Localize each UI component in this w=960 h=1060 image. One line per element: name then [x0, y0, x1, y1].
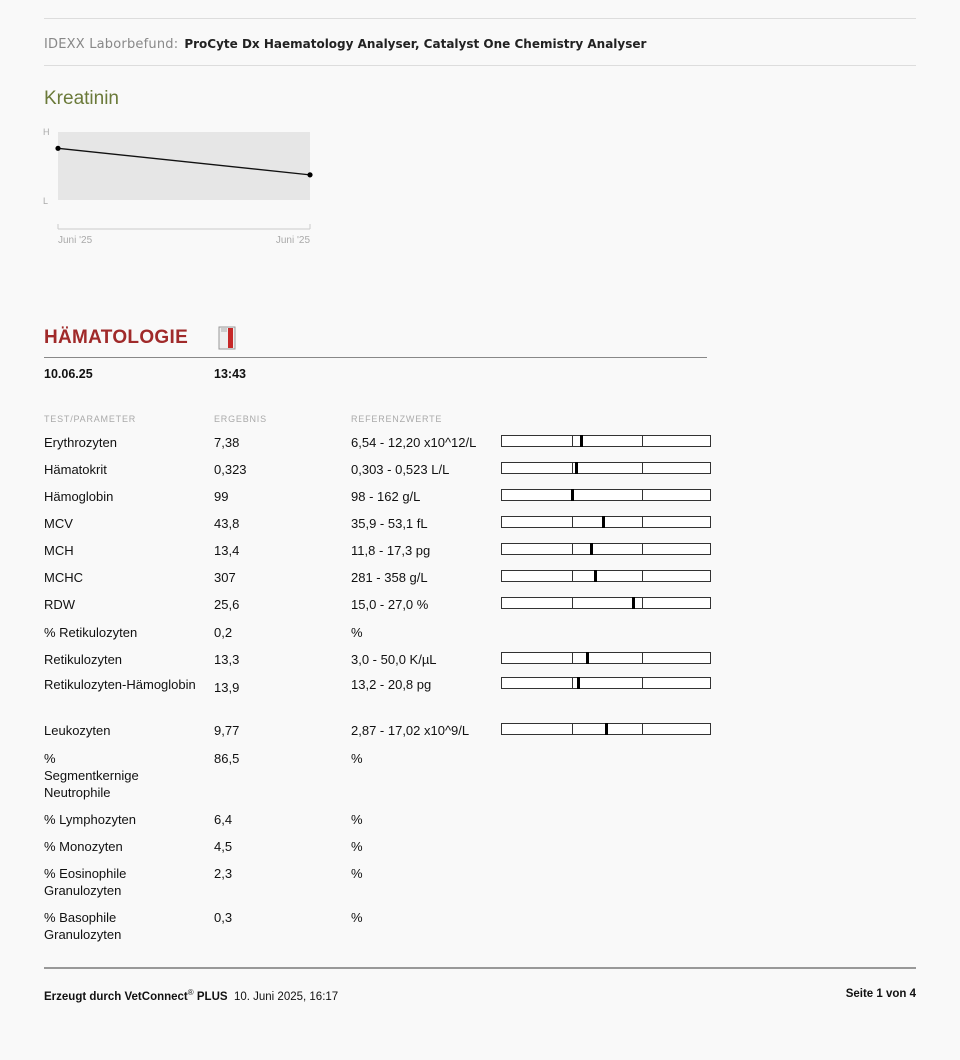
low-label: L: [43, 196, 49, 206]
test-name: Leukozyten: [44, 723, 111, 738]
section-title: HÄMATOLOGIE: [44, 327, 189, 348]
range-bar-divider: [642, 517, 643, 527]
test-name: % Basophile Granulozyten: [44, 910, 122, 942]
reference-range: 281 - 358 g/L: [351, 570, 428, 585]
sample-tube-icon: [218, 326, 236, 350]
range-bar-divider: [642, 678, 643, 688]
test-name: % Segmentkernige Neutrophile: [44, 751, 139, 800]
reference-range: 15,0 - 27,0 %: [351, 597, 429, 612]
reference-range: %: [351, 751, 363, 766]
range-bar-divider: [642, 724, 643, 734]
test-result: 7,38: [214, 435, 240, 450]
test-name: MCV: [44, 516, 73, 531]
test-result: 13,3: [214, 652, 240, 667]
sample-time: 13:43: [214, 367, 246, 381]
result-marker: [577, 677, 580, 689]
top-divider: [44, 18, 916, 19]
reference-range: %: [351, 625, 363, 640]
reference-range: 11,8 - 17,3 pg: [351, 543, 431, 558]
reference-range: 0,303 - 0,523 L/L: [351, 462, 450, 477]
range-bar: [501, 652, 711, 664]
range-bar: [501, 516, 711, 528]
kreatinin-trend-chart: [40, 122, 330, 252]
test-result: 25,6: [214, 597, 240, 612]
reference-range: 3,0 - 50,0 K/µL: [351, 652, 437, 667]
range-bar-divider: [572, 653, 573, 663]
range-bar: [501, 677, 711, 689]
range-bar-divider: [572, 598, 573, 608]
range-bar-divider: [572, 544, 573, 554]
data-point: [55, 146, 60, 151]
result-marker: [571, 489, 574, 501]
test-result: 43,8: [214, 516, 240, 531]
x-tick-label: Juni '25: [58, 235, 93, 246]
reference-range: 6,54 - 12,20 x10^12/L: [351, 435, 477, 450]
range-bar: [501, 489, 711, 501]
range-bar-divider: [572, 678, 573, 688]
column-header-result: ERGEBNIS: [214, 414, 267, 424]
test-result: 6,4: [214, 812, 233, 827]
range-bar-divider: [642, 490, 643, 500]
range-bar-divider: [572, 724, 573, 734]
range-bar-divider: [572, 517, 573, 527]
test-result: 9,77: [214, 723, 240, 738]
range-bar: [501, 570, 711, 582]
result-marker: [602, 516, 605, 528]
footer-rule: [44, 967, 916, 969]
page-number: Seite 1 von 4: [845, 988, 916, 1000]
range-bar-divider: [642, 653, 643, 663]
test-result: 99: [214, 489, 229, 504]
chart-title: Kreatinin: [44, 88, 119, 109]
range-bar-divider: [642, 571, 643, 581]
reference-range: %: [351, 812, 363, 827]
reference-range: %: [351, 839, 363, 854]
test-name: % Eosinophile Granulozyten: [44, 866, 127, 898]
x-tick-label: Juni '25: [275, 235, 310, 246]
range-bar-divider: [572, 463, 573, 473]
test-result: 2,3: [214, 866, 233, 881]
product-suffix: PLUS: [196, 990, 228, 1003]
lab-report-header: [44, 36, 646, 52]
test-result: 4,5: [214, 839, 233, 854]
generated-prefix: Erzeugt durch VetConnect: [44, 990, 188, 1003]
registered-mark: ®: [187, 988, 194, 997]
test-result: 13,4: [214, 543, 240, 558]
range-bar-divider: [572, 436, 573, 446]
result-marker: [590, 543, 593, 555]
test-name: Retikulozyten: [44, 652, 123, 667]
test-result: 86,5: [214, 751, 240, 766]
test-name: RDW: [44, 597, 76, 612]
high-label: H: [43, 127, 50, 137]
test-name: % Retikulozyten: [44, 625, 138, 640]
range-bar-divider: [642, 598, 643, 608]
header-divider: [44, 65, 916, 66]
range-bar: [501, 462, 711, 474]
result-marker: [575, 462, 578, 474]
range-bar: [501, 435, 711, 447]
test-name: Hämoglobin: [44, 489, 114, 504]
reference-range: 13,2 - 20,8 pg: [351, 677, 432, 692]
test-result: 0,3: [214, 910, 233, 925]
range-bar: [501, 543, 711, 555]
test-name: MCHC: [44, 570, 83, 585]
reference-range: 35,9 - 53,1 fL: [351, 516, 428, 531]
test-name: % Lymphozyten: [44, 812, 137, 827]
test-name: % Monozyten: [44, 839, 123, 854]
result-marker: [632, 597, 635, 609]
sample-date: 10.06.25: [44, 367, 93, 381]
range-bar-divider: [572, 571, 573, 581]
footer-generated-by: [44, 988, 338, 1003]
lab-report-label: IDEXX Laborbefund:: [44, 37, 179, 52]
test-name: Erythrozyten: [44, 435, 117, 450]
test-name: Hämatokrit: [44, 462, 107, 477]
analyser-names: ProCyte Dx Haematology Analyser, Catalyst One Chemistry Analyser: [184, 37, 647, 51]
test-result: 0,2: [214, 625, 233, 640]
range-bar: [501, 723, 711, 735]
reference-range: %: [351, 910, 363, 925]
range-bar-divider: [642, 544, 643, 554]
result-marker: [594, 570, 597, 582]
reference-range: 98 - 162 g/L: [351, 489, 421, 504]
range-bar-divider: [642, 463, 643, 473]
test-name: Retikulozyten-Hämoglobin: [44, 677, 196, 692]
result-marker: [605, 723, 608, 735]
test-name: MCH: [44, 543, 74, 558]
result-marker: [580, 435, 583, 447]
section-rule: [44, 357, 707, 358]
column-header-reference: REFERENZWERTE: [351, 414, 443, 424]
data-point: [307, 172, 312, 177]
range-bar: [501, 597, 711, 609]
reference-band: [58, 132, 310, 200]
column-header-test: TEST/PARAMETER: [44, 414, 137, 424]
reference-range: 2,87 - 17,02 x10^9/L: [351, 723, 470, 738]
range-bar-divider: [642, 436, 643, 446]
result-marker: [586, 652, 589, 664]
reference-range: %: [351, 866, 363, 881]
generated-timestamp: 10. Juni 2025, 16:17: [233, 990, 339, 1003]
test-result: 307: [214, 570, 236, 585]
test-result: 13,9: [214, 680, 240, 695]
test-result: 0,323: [214, 462, 247, 477]
